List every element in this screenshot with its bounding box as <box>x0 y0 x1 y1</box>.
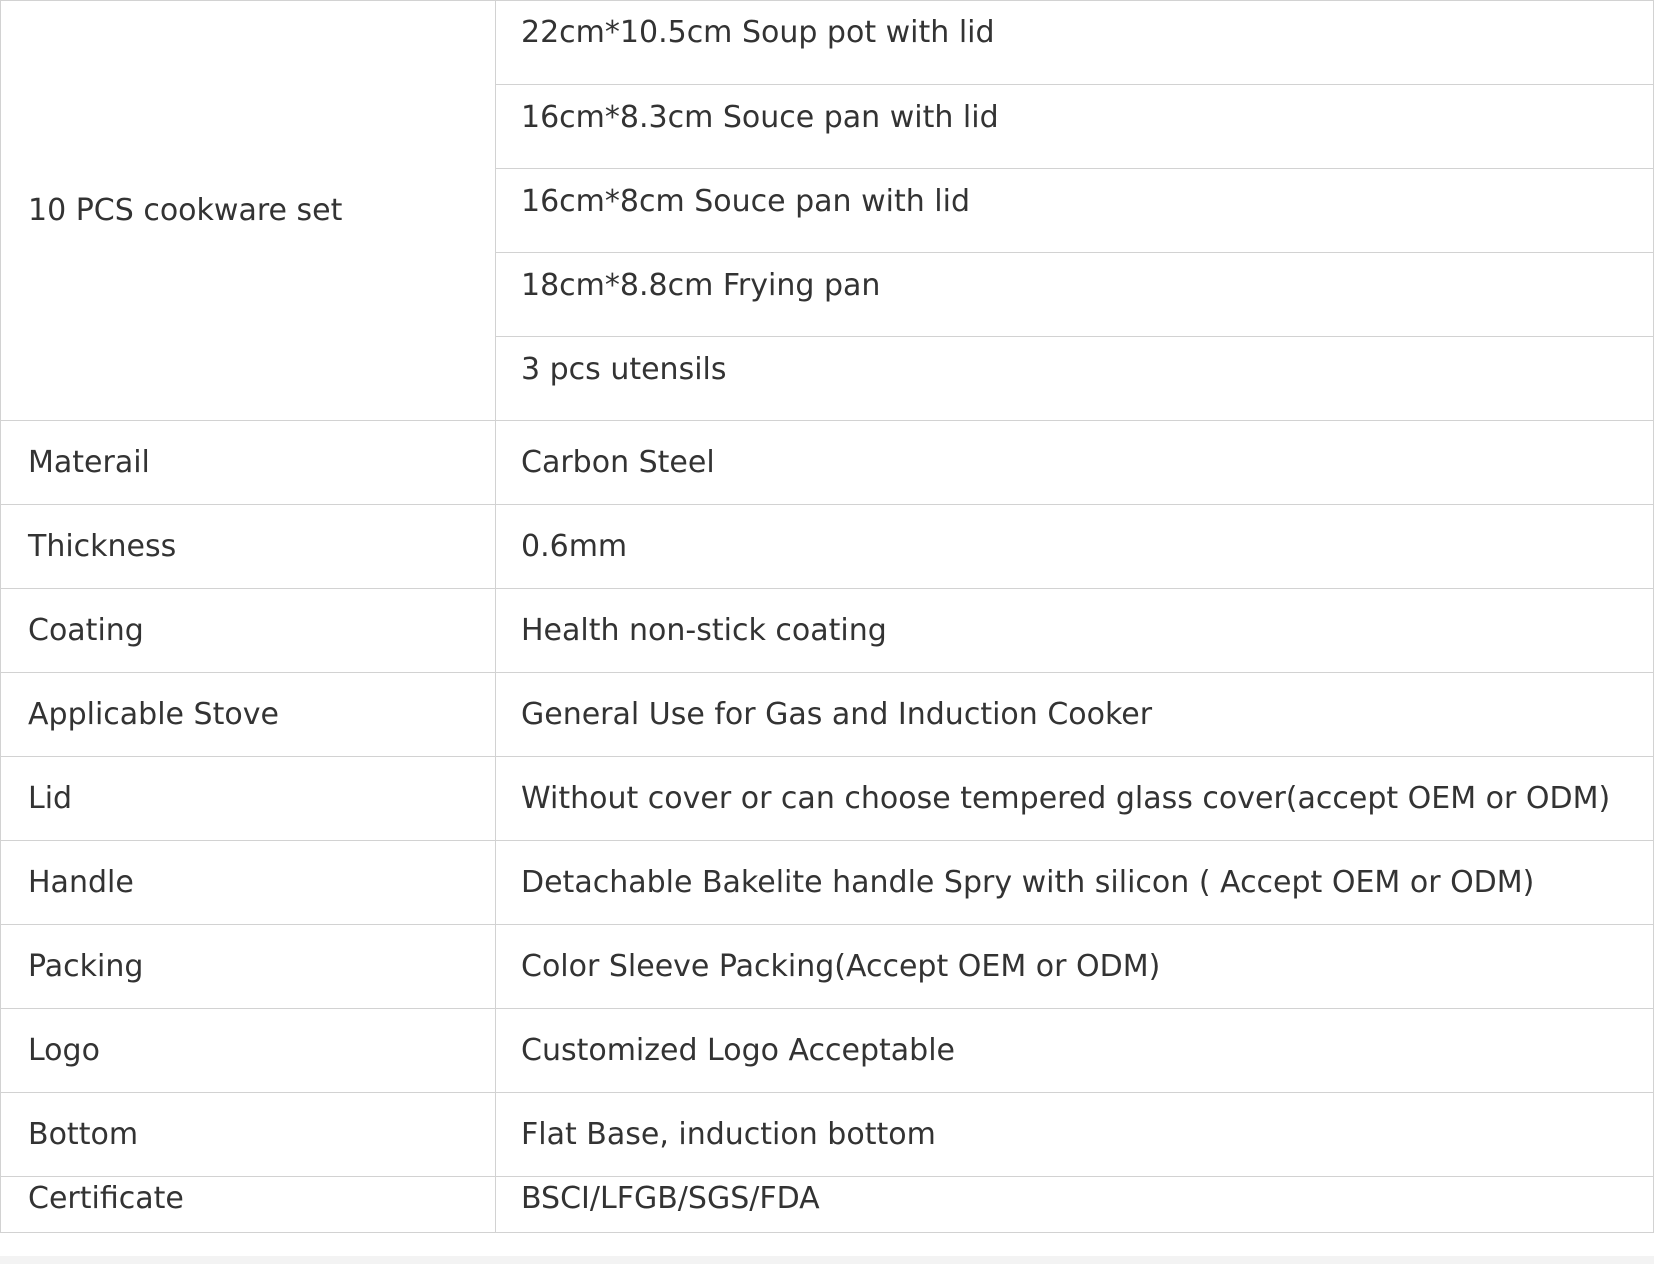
set-item: 16cm*8cm Souce pan with lid <box>496 169 1654 253</box>
spec-label: Logo <box>1 1009 496 1093</box>
table-row <box>1 757 1654 841</box>
set-label: 10 PCS cookware set <box>1 1 496 421</box>
spec-value: 0.6mm <box>496 505 1654 589</box>
spec-label: Materail <box>1 421 496 505</box>
table-row <box>1 1009 1654 1093</box>
spec-table-body <box>1 1 1654 1233</box>
table-row <box>1 421 1654 505</box>
scroll-strip <box>0 1256 1654 1264</box>
spec-value: General Use for Gas and Induction Cooker <box>496 673 1654 757</box>
spec-label: Bottom <box>1 1093 496 1177</box>
spec-label: Thickness <box>1 505 496 589</box>
spec-value: Health non-stick coating <box>496 589 1654 673</box>
spec-value: Detachable Bakelite handle Spry with silicon ( Accept OEM or ODM) <box>496 841 1654 925</box>
set-item: 22cm*10.5cm Soup pot with lid <box>496 1 1654 85</box>
table-row <box>1 673 1654 757</box>
table-row <box>1 589 1654 673</box>
table-row <box>1 841 1654 925</box>
table-row <box>1 1093 1654 1177</box>
spec-value: BSCI/LFGB/SGS/FDA <box>496 1177 1654 1233</box>
spec-label: Handle <box>1 841 496 925</box>
set-item: 18cm*8.8cm Frying pan <box>496 253 1654 337</box>
table-row <box>1 505 1654 589</box>
spec-value: Color Sleeve Packing(Accept OEM or ODM) <box>496 925 1654 1009</box>
table-row <box>1 1 1654 85</box>
spec-label: Coating <box>1 589 496 673</box>
spec-label: Lid <box>1 757 496 841</box>
spec-value: Carbon Steel <box>496 421 1654 505</box>
set-item: 16cm*8.3cm Souce pan with lid <box>496 85 1654 169</box>
spec-label: Applicable Stove <box>1 673 496 757</box>
table-row <box>1 925 1654 1009</box>
spec-value: Customized Logo Acceptable <box>496 1009 1654 1093</box>
spec-label: Certificate <box>1 1177 496 1233</box>
spec-value: Flat Base, induction bottom <box>496 1093 1654 1177</box>
spec-label: Packing <box>1 925 496 1009</box>
table-row <box>1 1177 1654 1233</box>
set-item: 3 pcs utensils <box>496 337 1654 421</box>
spec-value: Without cover or can choose tempered glass cover(accept OEM or ODM) <box>496 757 1654 841</box>
